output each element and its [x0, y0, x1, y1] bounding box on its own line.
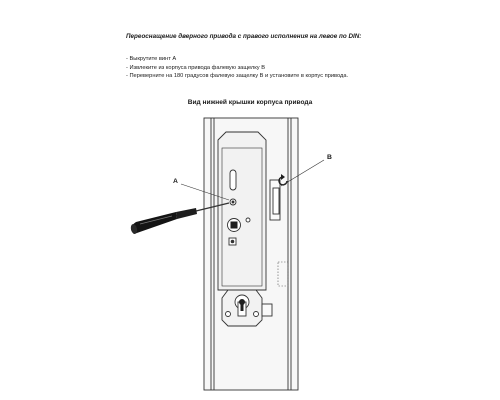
figure-caption: Вид нижней крышки корпуса привода: [187, 99, 313, 106]
callout-label-b: B: [327, 154, 332, 161]
step-item: - Извлеките из корпуса привода фалевую защелку B: [126, 64, 266, 71]
instructions-heading: Переоснащение дверного привода с правого исполнения на левое по DIN:: [126, 33, 362, 40]
step-item: - Выкрутите винт A: [126, 56, 177, 62]
step-item: - Переверните на 180 градусов фалевую защелку B и установите в корпус привода.: [126, 73, 349, 80]
callout-label-a: A: [173, 178, 178, 185]
housing-slot: [230, 170, 236, 190]
lock-housing: [218, 132, 266, 290]
